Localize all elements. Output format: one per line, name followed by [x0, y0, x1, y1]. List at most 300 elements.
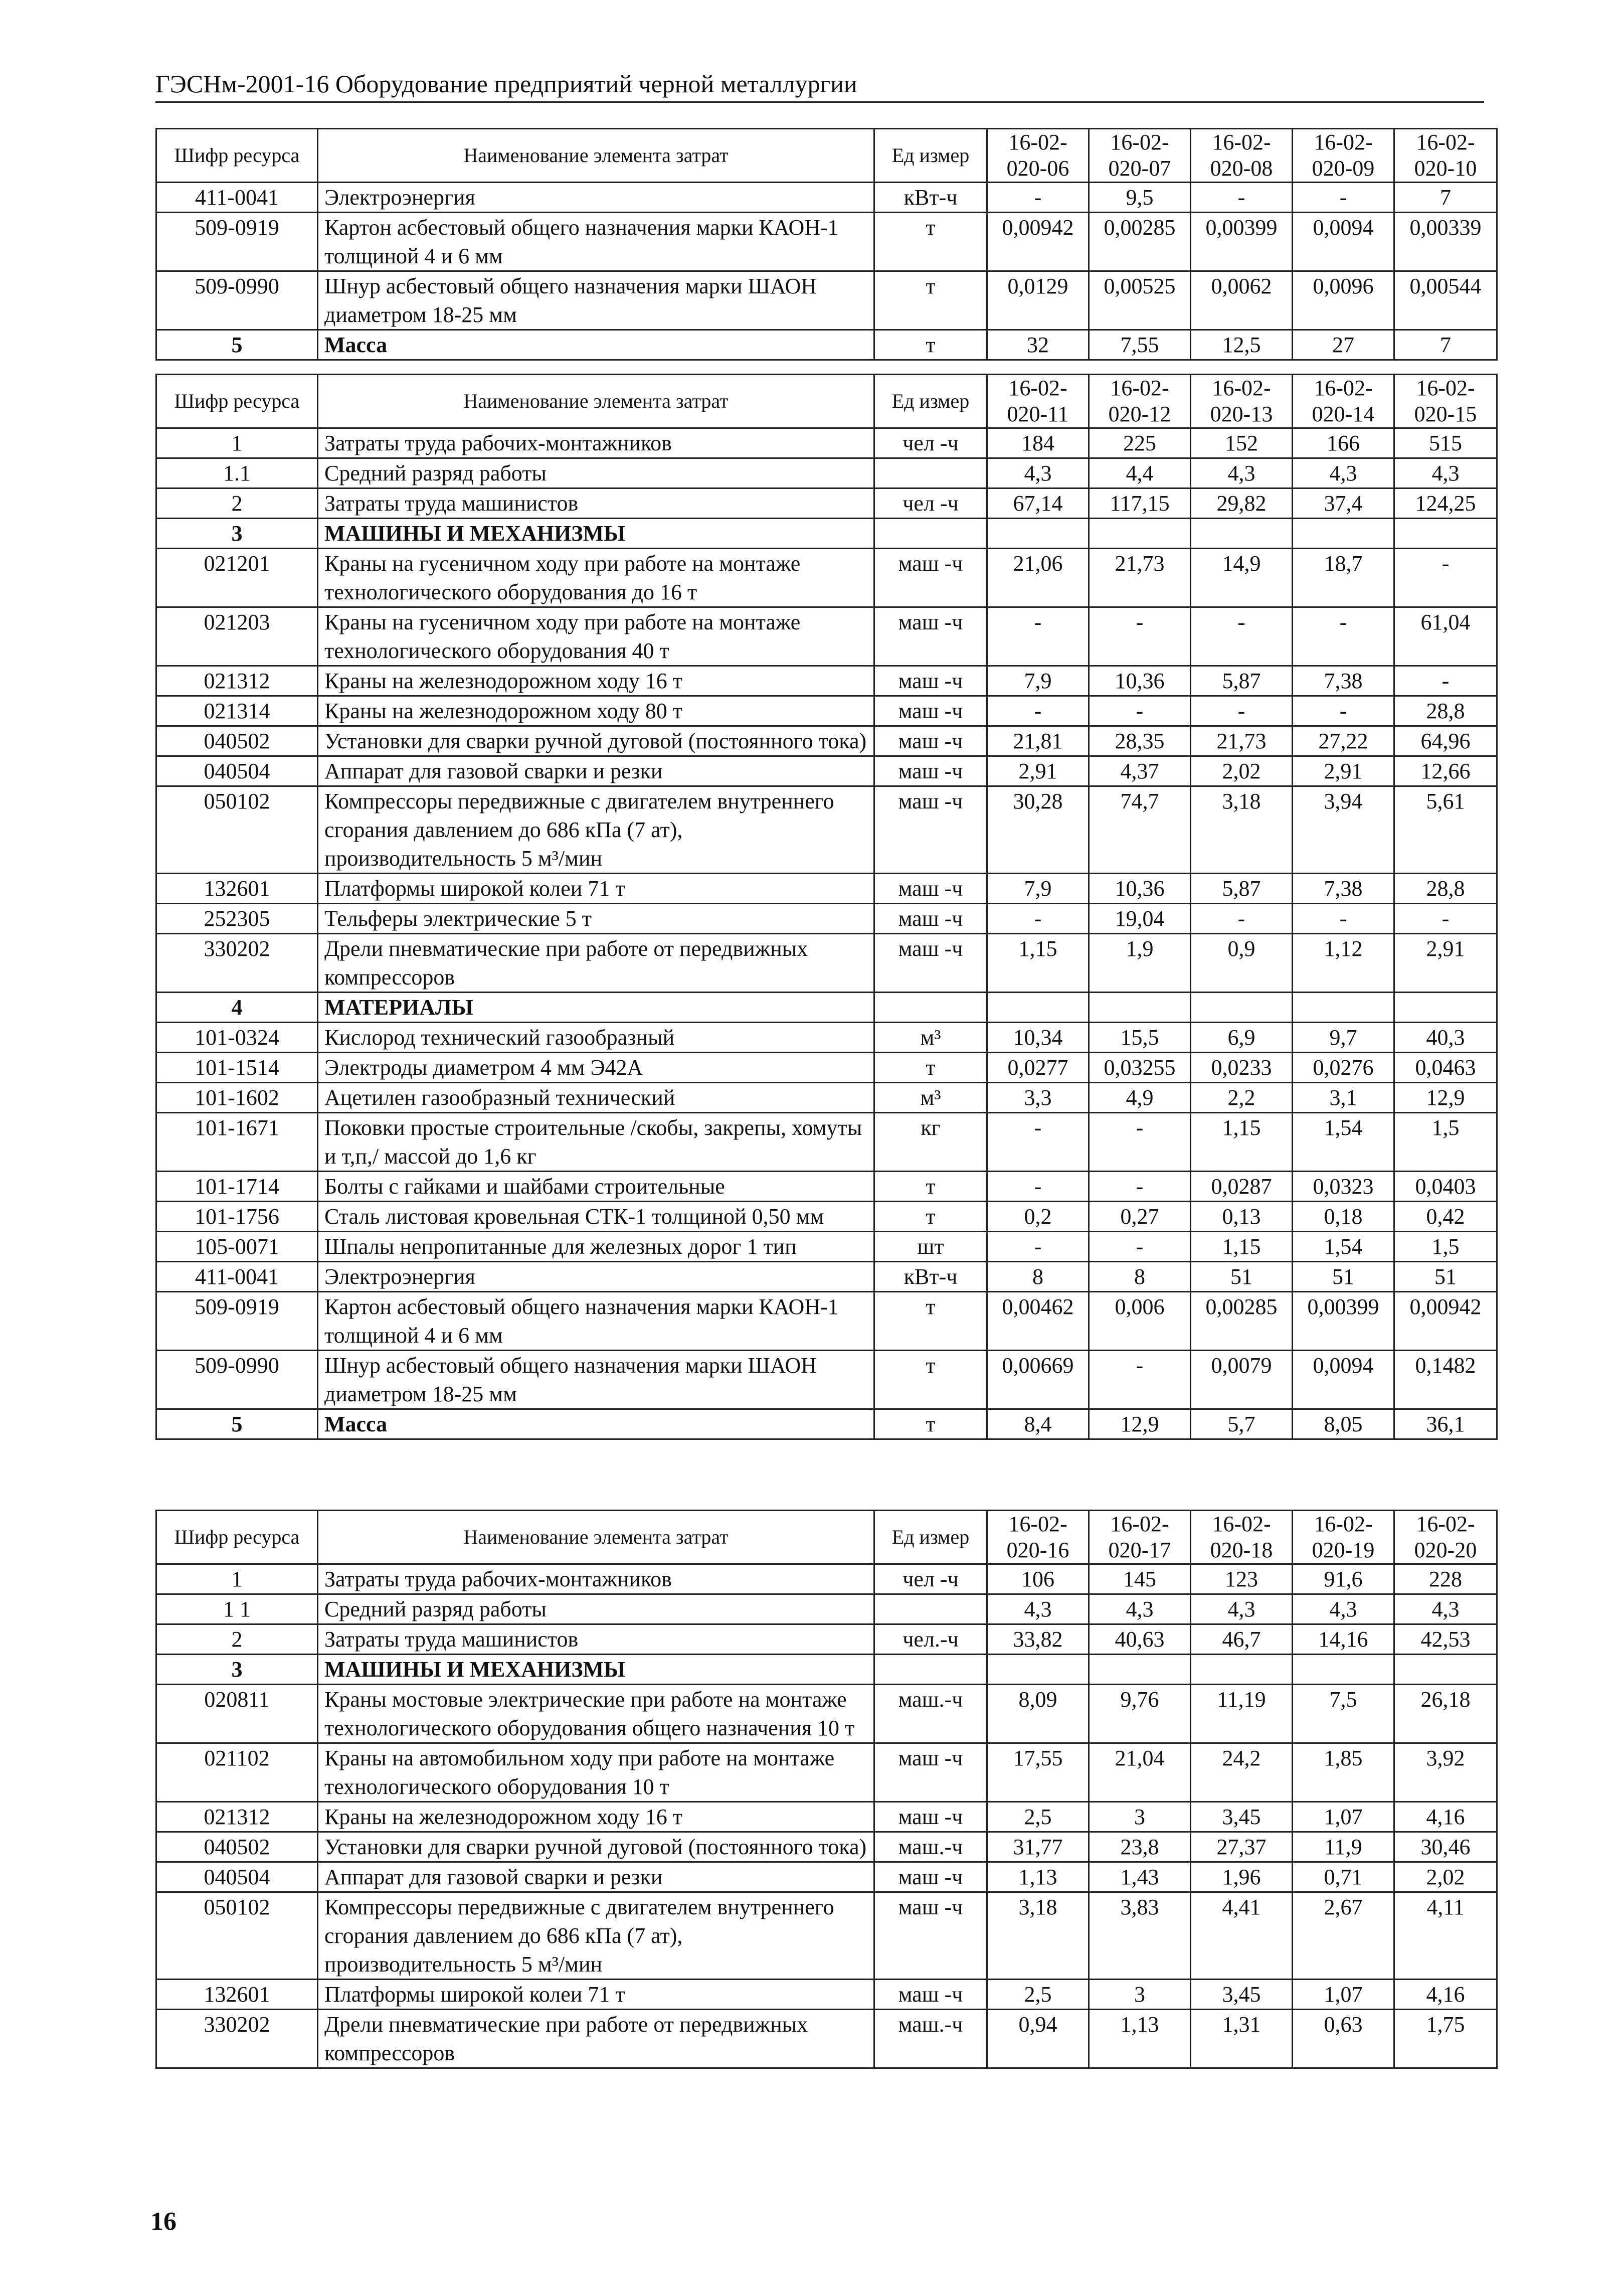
- col-header-norm: 16-02-020-18: [1191, 1511, 1293, 1564]
- resource-value: 40,63: [1089, 1624, 1191, 1655]
- resource-name: Платформы широкой колеи 71 т: [318, 1980, 874, 2010]
- resource-value: [1394, 519, 1497, 549]
- table-row: [156, 786, 1497, 874]
- resource-value: 184: [987, 428, 1089, 458]
- resource-value: 14,16: [1293, 1624, 1394, 1655]
- resource-value: 4,3: [1089, 1594, 1191, 1624]
- table-row: [156, 1351, 1497, 1409]
- resource-value: -: [1394, 666, 1497, 696]
- resource-name: Аппарат для газовой сварки и резки: [318, 1862, 874, 1892]
- resource-value: 8: [987, 1262, 1089, 1292]
- resource-value: 0,00462: [987, 1292, 1089, 1351]
- resource-name: МАШИНЫ И МЕХАНИЗМЫ: [318, 1655, 874, 1685]
- resource-value: 3: [1089, 1802, 1191, 1832]
- resource-value: 0,00525: [1089, 271, 1191, 330]
- header-title: ГЭСНм-2001-16 Оборудование предприятий черной металлургии: [155, 70, 857, 98]
- resource-value: 30,28: [987, 786, 1089, 874]
- resource-value: 0,0129: [987, 271, 1089, 330]
- resource-value: 7,5: [1293, 1685, 1394, 1743]
- resource-name: Ацетилен газообразный технический: [318, 1083, 874, 1113]
- table-row: [156, 1624, 1497, 1655]
- resource-value: 36,1: [1394, 1409, 1497, 1439]
- resource-value: 1,07: [1293, 1980, 1394, 2010]
- resource-unit: кг: [874, 1113, 987, 1172]
- resource-value: 0,63: [1293, 2010, 1394, 2068]
- resource-value: 3,45: [1191, 1980, 1293, 2010]
- resource-name: МАШИНЫ И МЕХАНИЗМЫ: [318, 519, 874, 549]
- resource-code: 4: [156, 993, 318, 1023]
- resource-code: 101-0324: [156, 1023, 318, 1053]
- resource-value: -: [987, 696, 1089, 726]
- resource-value: 1,54: [1293, 1232, 1394, 1262]
- resource-unit: [874, 1655, 987, 1685]
- resource-name: Затраты труда рабочих-монтажников: [318, 428, 874, 458]
- resource-value: 28,35: [1089, 726, 1191, 756]
- resource-value: 15,5: [1089, 1023, 1191, 1053]
- resource-name: Поковки простые строительные /скобы, закрепы, хомуты и т,п,/ массой до 1,6 кг: [318, 1113, 874, 1172]
- resource-value: 0,42: [1394, 1202, 1497, 1232]
- resource-value: 5,61: [1394, 786, 1497, 874]
- resource-name: Краны на автомобильном ходу при работе на монтаже технологического оборудования 10 т: [318, 1743, 874, 1802]
- resource-name: Краны на железнодорожном ходу 80 т: [318, 696, 874, 726]
- resource-unit: т: [874, 1202, 987, 1232]
- resource-unit: т: [874, 213, 987, 271]
- resource-value: -: [1293, 696, 1394, 726]
- col-header-norm: 16-02-020-19: [1293, 1511, 1394, 1564]
- resource-unit: маш -ч: [874, 1980, 987, 2010]
- resource-value: 0,0094: [1293, 1351, 1394, 1409]
- resource-code: 105-0071: [156, 1232, 318, 1262]
- resource-value: 0,0276: [1293, 1053, 1394, 1083]
- resource-value: -: [987, 904, 1089, 934]
- col-header-norm: 16-02-020-08: [1191, 129, 1293, 183]
- resource-value: 0,9: [1191, 934, 1293, 993]
- resource-value: 28,8: [1394, 874, 1497, 904]
- resource-value: 28,8: [1394, 696, 1497, 726]
- resource-code: 330202: [156, 2010, 318, 2068]
- resource-value: 123: [1191, 1564, 1293, 1594]
- table-header-row: [156, 129, 1497, 183]
- resource-value: 12,66: [1394, 756, 1497, 786]
- resource-value: 74,7: [1089, 786, 1191, 874]
- resource-value: 145: [1089, 1564, 1191, 1594]
- table-header-row: [156, 375, 1497, 428]
- resource-value: -: [1089, 1113, 1191, 1172]
- resource-value: 19,04: [1089, 904, 1191, 934]
- resource-code: 101-1602: [156, 1083, 318, 1113]
- resource-code: 040502: [156, 726, 318, 756]
- table-row: [156, 1862, 1497, 1892]
- resource-value: 1,15: [1191, 1232, 1293, 1262]
- resource-value: 2,91: [1394, 934, 1497, 993]
- resource-unit: кВт-ч: [874, 183, 987, 213]
- resource-value: -: [1293, 607, 1394, 666]
- resource-unit: маш -ч: [874, 904, 987, 934]
- resource-unit: [874, 993, 987, 1023]
- resource-value: 29,82: [1191, 488, 1293, 519]
- resource-value: 9,7: [1293, 1023, 1394, 1053]
- resource-unit: т: [874, 1053, 987, 1083]
- resource-unit: [874, 519, 987, 549]
- resource-value: 2,91: [1293, 756, 1394, 786]
- resource-value: 21,73: [1191, 726, 1293, 756]
- resource-value: [1394, 1655, 1497, 1685]
- resource-value: 0,00399: [1191, 213, 1293, 271]
- col-header-norm: 16-02-020-14: [1293, 375, 1394, 428]
- resource-value: 1,75: [1394, 2010, 1497, 2068]
- col-header-norm: 16-02-020-15: [1394, 375, 1497, 428]
- resource-value: 0,1482: [1394, 1351, 1497, 1409]
- table-row: [156, 1113, 1497, 1172]
- table-row: [156, 1564, 1497, 1594]
- resource-value: 7: [1394, 183, 1497, 213]
- resource-value: 2,5: [987, 1980, 1089, 2010]
- resource-value: -: [1394, 904, 1497, 934]
- resource-unit: маш -ч: [874, 696, 987, 726]
- resource-code: 3: [156, 519, 318, 549]
- resource-value: 64,96: [1394, 726, 1497, 756]
- resource-value: 228: [1394, 1564, 1497, 1594]
- resource-unit: чел.-ч: [874, 1624, 987, 1655]
- resource-value: 5,7: [1191, 1409, 1293, 1439]
- resource-value: 117,15: [1089, 488, 1191, 519]
- table-row: [156, 904, 1497, 934]
- resource-value: 7,55: [1089, 330, 1191, 360]
- resource-value: 4,3: [987, 1594, 1089, 1624]
- resource-name: Средний разряд работы: [318, 458, 874, 488]
- table-row: [156, 1802, 1497, 1832]
- resource-name: Краны на железнодорожном ходу 16 т: [318, 666, 874, 696]
- resource-value: -: [987, 1172, 1089, 1202]
- resource-unit: маш -ч: [874, 874, 987, 904]
- resource-code: 101-1514: [156, 1053, 318, 1083]
- resource-value: -: [1191, 183, 1293, 213]
- table-row: [156, 549, 1497, 607]
- resource-value: 10,34: [987, 1023, 1089, 1053]
- section-row: [156, 330, 1497, 360]
- col-header-norm: 16-02-020-12: [1089, 375, 1191, 428]
- resource-value: 3,18: [987, 1892, 1089, 1980]
- resource-value: [1089, 993, 1191, 1023]
- col-header-code: Шифр ресурса: [156, 1511, 318, 1564]
- resource-value: [1293, 1655, 1394, 1685]
- col-header-norm: 16-02-020-11: [987, 375, 1089, 428]
- resource-value: -: [1089, 607, 1191, 666]
- resource-value: 9,76: [1089, 1685, 1191, 1743]
- resource-name: Платформы широкой колеи 71 т: [318, 874, 874, 904]
- section-row: [156, 519, 1497, 549]
- resource-value: 0,0323: [1293, 1172, 1394, 1202]
- resource-value: [1394, 993, 1497, 1023]
- resource-value: 1,85: [1293, 1743, 1394, 1802]
- resource-value: 0,0463: [1394, 1053, 1497, 1083]
- table-row: [156, 1980, 1497, 2010]
- resource-value: 0,03255: [1089, 1053, 1191, 1083]
- resource-value: 10,36: [1089, 666, 1191, 696]
- resource-code: 020811: [156, 1685, 318, 1743]
- resource-name: Средний разряд работы: [318, 1594, 874, 1624]
- resource-value: 3,92: [1394, 1743, 1497, 1802]
- resource-unit: [874, 1594, 987, 1624]
- resource-value: 51: [1191, 1262, 1293, 1292]
- resource-value: 0,0062: [1191, 271, 1293, 330]
- col-header-name: Наименование элемента затрат: [318, 129, 874, 183]
- resource-unit: маш -ч: [874, 934, 987, 993]
- resource-unit: м³: [874, 1083, 987, 1113]
- resource-code: 050102: [156, 786, 318, 874]
- resource-name: Электроэнергия: [318, 183, 874, 213]
- resource-value: 7,9: [987, 874, 1089, 904]
- resource-value: 1,96: [1191, 1862, 1293, 1892]
- resource-code: 330202: [156, 934, 318, 993]
- resource-name: МАТЕРИАЛЫ: [318, 993, 874, 1023]
- resource-unit: маш -ч: [874, 549, 987, 607]
- resource-code: 132601: [156, 1980, 318, 2010]
- resource-unit: маш -ч: [874, 1802, 987, 1832]
- resource-value: -: [987, 1232, 1089, 1262]
- resource-code: 411-0041: [156, 183, 318, 213]
- resource-code: 5: [156, 1409, 318, 1439]
- resource-value: 0,0096: [1293, 271, 1394, 330]
- table-row: [156, 271, 1497, 330]
- resource-unit: т: [874, 1172, 987, 1202]
- table-row: [156, 1892, 1497, 1980]
- table-row: [156, 1023, 1497, 1053]
- resource-value: 1,43: [1089, 1862, 1191, 1892]
- resource-code: 021314: [156, 696, 318, 726]
- table-row: [156, 1743, 1497, 1802]
- resource-name: Установки для сварки ручной дуговой (постоянного тока): [318, 1832, 874, 1862]
- resource-name: Краны на гусеничном ходу при работе на монтаже технологического оборудования до 16 т: [318, 549, 874, 607]
- section-row: [156, 1409, 1497, 1439]
- resource-value: 30,46: [1394, 1832, 1497, 1862]
- table-row: [156, 1053, 1497, 1083]
- resource-name: Затраты труда рабочих-монтажников: [318, 1564, 874, 1594]
- resource-value: 2,02: [1191, 756, 1293, 786]
- resource-value: 23,8: [1089, 1832, 1191, 1862]
- col-header-norm: 16-02-020-16: [987, 1511, 1089, 1564]
- resource-name: Затраты труда машинистов: [318, 488, 874, 519]
- resource-name: Компрессоры передвижные с двигателем внутреннего сгорания давлением до 686 кПа (7 ат), производительность 5 м³/мин: [318, 1892, 874, 1980]
- resource-unit: маш -ч: [874, 1743, 987, 1802]
- table-row: [156, 934, 1497, 993]
- resource-value: 0,0094: [1293, 213, 1394, 271]
- resource-value: 7,38: [1293, 666, 1394, 696]
- resource-value: 3,3: [987, 1083, 1089, 1113]
- resource-value: -: [1394, 549, 1497, 607]
- resource-value: [1191, 519, 1293, 549]
- resource-value: 515: [1394, 428, 1497, 458]
- table-row: [156, 1832, 1497, 1862]
- table-row: [156, 1262, 1497, 1292]
- table-row: [156, 183, 1497, 213]
- resource-name: Дрели пневматические при работе от передвижных компрессоров: [318, 2010, 874, 2068]
- resource-value: 1,54: [1293, 1113, 1394, 1172]
- table-row: [156, 666, 1497, 696]
- resource-value: 4,3: [1293, 1594, 1394, 1624]
- resource-code: 1.1: [156, 458, 318, 488]
- col-header-code: Шифр ресурса: [156, 375, 318, 428]
- resource-value: 2,5: [987, 1802, 1089, 1832]
- resource-code: 509-0990: [156, 1351, 318, 1409]
- resource-unit: маш -ч: [874, 666, 987, 696]
- resource-code: 252305: [156, 904, 318, 934]
- resource-value: 4,11: [1394, 1892, 1497, 1980]
- resource-value: [987, 993, 1089, 1023]
- resource-value: 1,12: [1293, 934, 1394, 993]
- resource-name: Установки для сварки ручной дуговой (постоянного тока): [318, 726, 874, 756]
- resource-value: 40,3: [1394, 1023, 1497, 1053]
- table-row: [156, 488, 1497, 519]
- resource-unit: маш -ч: [874, 756, 987, 786]
- resource-value: 106: [987, 1564, 1089, 1594]
- resource-value: [987, 1655, 1089, 1685]
- resource-code: 021201: [156, 549, 318, 607]
- table-row: [156, 607, 1497, 666]
- resource-name: Шпалы непропитанные для железных дорог 1 тип: [318, 1232, 874, 1262]
- resource-value: 3,83: [1089, 1892, 1191, 1980]
- resource-value: -: [1293, 904, 1394, 934]
- resource-value: 0,00544: [1394, 271, 1497, 330]
- resource-value: -: [1191, 904, 1293, 934]
- resource-value: 1,15: [987, 934, 1089, 993]
- resource-value: 12,5: [1191, 330, 1293, 360]
- resource-name: Масса: [318, 330, 874, 360]
- resource-name: Аппарат для газовой сварки и резки: [318, 756, 874, 786]
- resource-code: 509-0919: [156, 213, 318, 271]
- resource-value: 61,04: [1394, 607, 1497, 666]
- resource-value: 21,04: [1089, 1743, 1191, 1802]
- table-row: [156, 1202, 1497, 1232]
- table-row: [156, 756, 1497, 786]
- resource-unit: т: [874, 1409, 987, 1439]
- resource-value: 0,18: [1293, 1202, 1394, 1232]
- resource-table-3: [155, 1510, 1498, 2069]
- resource-unit: маш -ч: [874, 1862, 987, 1892]
- resource-unit: маш -ч: [874, 786, 987, 874]
- resource-code: 3: [156, 1655, 318, 1685]
- resource-code: 101-1756: [156, 1202, 318, 1232]
- resource-value: 2,67: [1293, 1892, 1394, 1980]
- col-header-unit: Ед измер: [874, 129, 987, 183]
- resource-unit: чел -ч: [874, 428, 987, 458]
- resource-code: 040502: [156, 1832, 318, 1862]
- resource-value: [1089, 1655, 1191, 1685]
- resource-code: 040504: [156, 756, 318, 786]
- resource-value: -: [987, 607, 1089, 666]
- resource-value: 0,13: [1191, 1202, 1293, 1232]
- resource-value: 4,3: [1191, 1594, 1293, 1624]
- resource-value: -: [1191, 607, 1293, 666]
- resource-value: 4,16: [1394, 1802, 1497, 1832]
- resource-name: Тельферы электрические 5 т: [318, 904, 874, 934]
- resource-value: 4,9: [1089, 1083, 1191, 1113]
- resource-unit: шт: [874, 1232, 987, 1262]
- resource-code: 021203: [156, 607, 318, 666]
- resource-value: 2,02: [1394, 1862, 1497, 1892]
- table-row: [156, 1685, 1497, 1743]
- resource-value: 27,22: [1293, 726, 1394, 756]
- resource-code: 021102: [156, 1743, 318, 1802]
- col-header-norm: 16-02-020-13: [1191, 375, 1293, 428]
- section-row: [156, 1655, 1497, 1685]
- resource-value: 0,00285: [1089, 213, 1191, 271]
- resource-value: -: [1191, 696, 1293, 726]
- resource-unit: кВт-ч: [874, 1262, 987, 1292]
- table-row: [156, 1232, 1497, 1262]
- resource-unit: маш.-ч: [874, 2010, 987, 2068]
- col-header-norm: 16-02-020-09: [1293, 129, 1394, 183]
- resource-unit: чел -ч: [874, 1564, 987, 1594]
- resource-value: 0,0233: [1191, 1053, 1293, 1083]
- resource-value: 12,9: [1089, 1409, 1191, 1439]
- resource-value: 4,16: [1394, 1980, 1497, 2010]
- resource-value: 12,9: [1394, 1083, 1497, 1113]
- resource-value: 11,9: [1293, 1832, 1394, 1862]
- resource-value: 42,53: [1394, 1624, 1497, 1655]
- resource-value: 27: [1293, 330, 1394, 360]
- col-header-name: Наименование элемента затрат: [318, 375, 874, 428]
- resource-unit: м³: [874, 1023, 987, 1053]
- col-header-norm: 16-02-020-20: [1394, 1511, 1497, 1564]
- resource-value: 1,15: [1191, 1113, 1293, 1172]
- resource-unit: маш -ч: [874, 726, 987, 756]
- resource-value: 124,25: [1394, 488, 1497, 519]
- resource-value: 8,05: [1293, 1409, 1394, 1439]
- resource-code: 040504: [156, 1862, 318, 1892]
- resource-name: Болты с гайками и шайбами строительные: [318, 1172, 874, 1202]
- resource-value: 14,9: [1191, 549, 1293, 607]
- resource-name: Картон асбестовый общего назначения марки КАОН-1 толщиной 4 и 6 мм: [318, 1292, 874, 1351]
- resource-value: 0,71: [1293, 1862, 1394, 1892]
- resource-table-1: [155, 128, 1498, 361]
- resource-value: 11,19: [1191, 1685, 1293, 1743]
- resource-value: 1,5: [1394, 1232, 1497, 1262]
- resource-value: 4,4: [1089, 458, 1191, 488]
- table-row: [156, 1172, 1497, 1202]
- col-header-code: Шифр ресурса: [156, 129, 318, 183]
- resource-code: 132601: [156, 874, 318, 904]
- table-row: [156, 1083, 1497, 1113]
- resource-value: 7,38: [1293, 874, 1394, 904]
- resource-unit: маш.-ч: [874, 1832, 987, 1862]
- resource-value: 0,00942: [987, 213, 1089, 271]
- table-row: [156, 726, 1497, 756]
- resource-name: Затраты труда машинистов: [318, 1624, 874, 1655]
- resource-value: 2,91: [987, 756, 1089, 786]
- resource-unit: т: [874, 1351, 987, 1409]
- resource-name: Электроэнергия: [318, 1262, 874, 1292]
- resource-value: 1,5: [1394, 1113, 1497, 1172]
- resource-value: -: [987, 183, 1089, 213]
- resource-name: Компрессоры передвижные с двигателем внутреннего сгорания давлением до 686 кПа (7 ат), производительность 5 м³/мин: [318, 786, 874, 874]
- resource-value: 166: [1293, 428, 1394, 458]
- resource-code: 1: [156, 1564, 318, 1594]
- resource-value: 152: [1191, 428, 1293, 458]
- col-header-unit: Ед измер: [874, 375, 987, 428]
- resource-name: Сталь листовая кровельная СТК-1 толщиной 0,50 мм: [318, 1202, 874, 1232]
- table-header-row: [156, 1511, 1497, 1564]
- resource-name: Дрели пневматические при работе от передвижных компрессоров: [318, 934, 874, 993]
- resource-name: Масса: [318, 1409, 874, 1439]
- resource-value: 0,00942: [1394, 1292, 1497, 1351]
- resource-value: 0,2: [987, 1202, 1089, 1232]
- resource-value: 0,00399: [1293, 1292, 1394, 1351]
- table-row: [156, 2010, 1497, 2068]
- col-header-norm: 16-02-020-07: [1089, 129, 1191, 183]
- resource-value: 4,41: [1191, 1892, 1293, 1980]
- resource-value: 4,37: [1089, 756, 1191, 786]
